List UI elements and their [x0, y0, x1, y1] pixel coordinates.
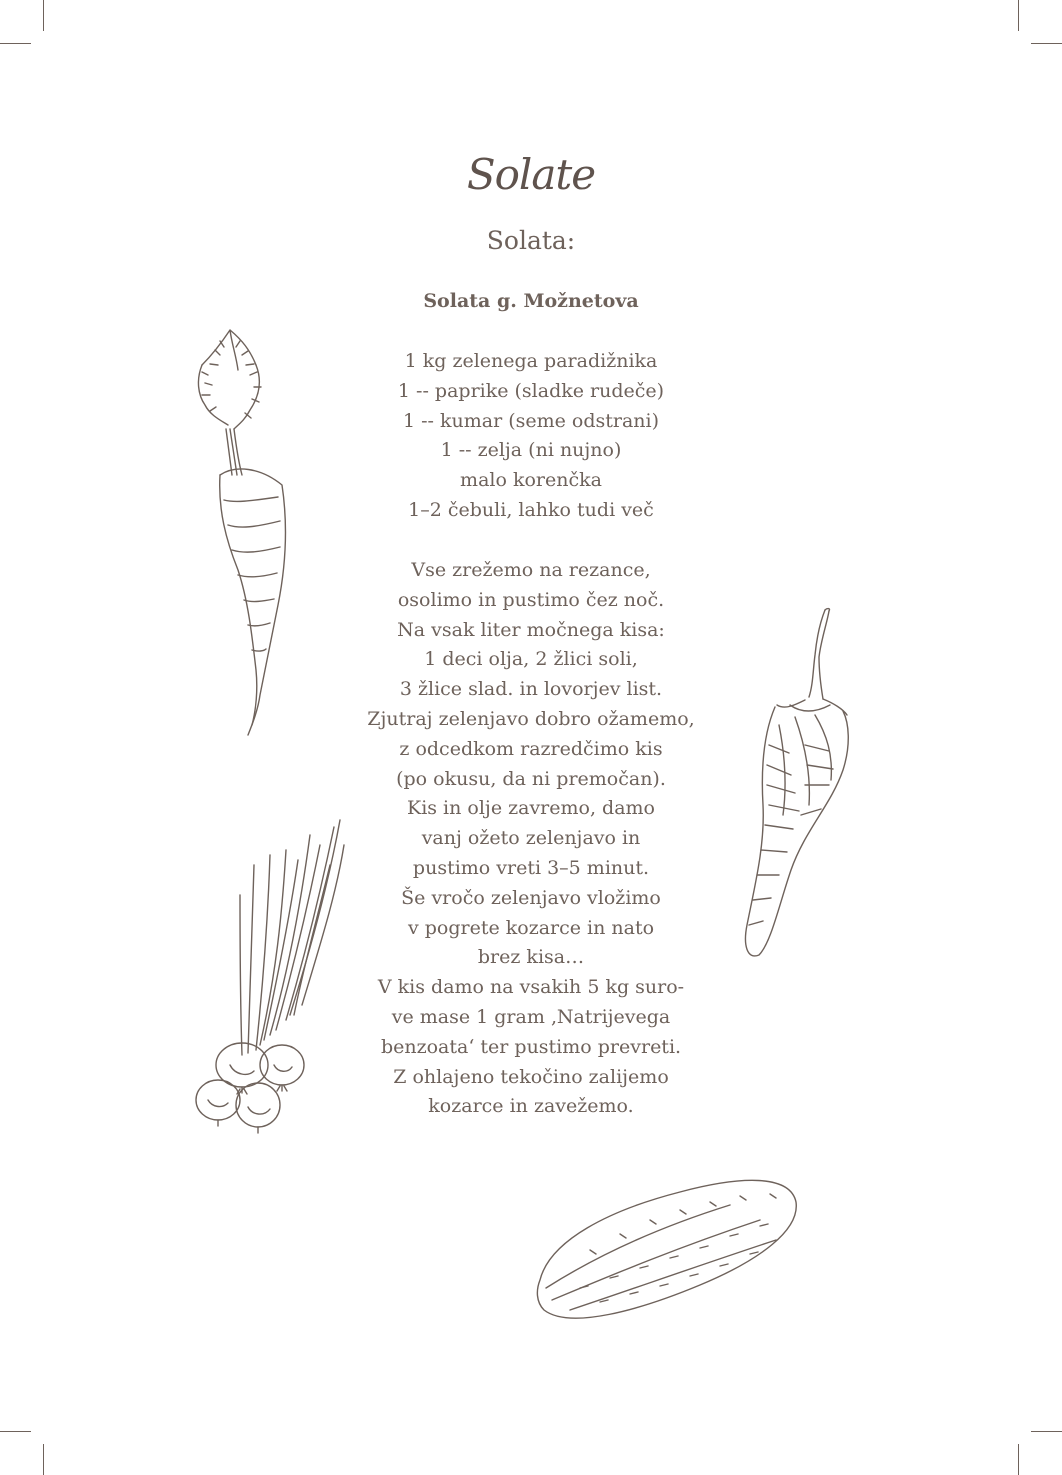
instruction-line: vanj ožeto zelenjavo in: [421, 827, 641, 850]
spring-onions-illustration: [190, 815, 350, 1135]
ingredient-line: malo korenčka: [460, 469, 602, 492]
cucumber-illustration: [530, 1170, 800, 1330]
instruction-line: V kis damo na vsakih 5 kg suro-: [377, 976, 685, 999]
instruction-line: Še vročo zelenjavo vložimo: [401, 886, 661, 909]
section-subtitle: Solata:: [486, 226, 576, 255]
crop-mark: [43, 0, 44, 31]
instruction-line: benzoata‘ ter pustimo prevreti.: [380, 1035, 682, 1058]
crop-mark: [1018, 1444, 1019, 1475]
instruction-line: z odcedkom razredčimo kis: [399, 737, 663, 760]
crop-mark: [1018, 0, 1019, 31]
instruction-line: Zjutraj zelenjavo dobro ožamemo,: [367, 707, 695, 730]
instruction-line: (po okusu, da ni premočan).: [396, 767, 666, 790]
instruction-line: brez kisa…: [477, 946, 585, 969]
ingredient-line: 1 -- zelja (ni nujno): [440, 439, 622, 462]
crop-mark: [1031, 43, 1062, 44]
instructions-text: [0, 556, 1062, 1122]
carrot-illustration: [190, 325, 300, 740]
instruction-line: 1 deci olja, 2 žlici soli,: [424, 648, 638, 671]
ingredient-line: 1 -- paprike (sladke rudeče): [397, 379, 665, 402]
crop-mark: [1031, 1431, 1062, 1432]
instruction-line: osolimo in pustimo čez noč.: [397, 588, 665, 611]
ingredient-line: 1–2 čebuli, lahko tudi več: [408, 498, 654, 521]
recipe-title: Solata g. Možnetova: [423, 290, 639, 312]
instruction-line: Kis in olje zavremo, damo: [407, 797, 655, 820]
instruction-line: 3 žlice slad. in lovorjev list.: [399, 678, 663, 701]
crop-mark: [0, 43, 31, 44]
chili-pepper-illustration: [735, 605, 855, 965]
instruction-line: Vse zrežemo na rezance,: [411, 559, 651, 581]
crop-mark: [0, 1431, 31, 1432]
instruction-line: Z ohlajeno tekočino zalijemo: [393, 1065, 669, 1088]
page-title: Solate: [466, 150, 596, 199]
ingredient-line: 1 -- kumar (seme odstrani): [402, 409, 660, 432]
instruction-line: v pogrete kozarce in nato: [407, 916, 655, 939]
ingredients-list: [0, 347, 1062, 526]
crop-mark: [43, 1444, 44, 1475]
ingredient-line: 1 kg zelenega paradižnika: [404, 350, 658, 372]
instruction-line: Na vsak liter močnega kisa:: [397, 618, 665, 641]
instruction-line: ve mase 1 gram ‚Natrijevega: [391, 1005, 671, 1028]
instruction-line: pustimo vreti 3–5 minut.: [412, 856, 650, 879]
instruction-line: kozarce in zavežemo.: [428, 1095, 634, 1118]
